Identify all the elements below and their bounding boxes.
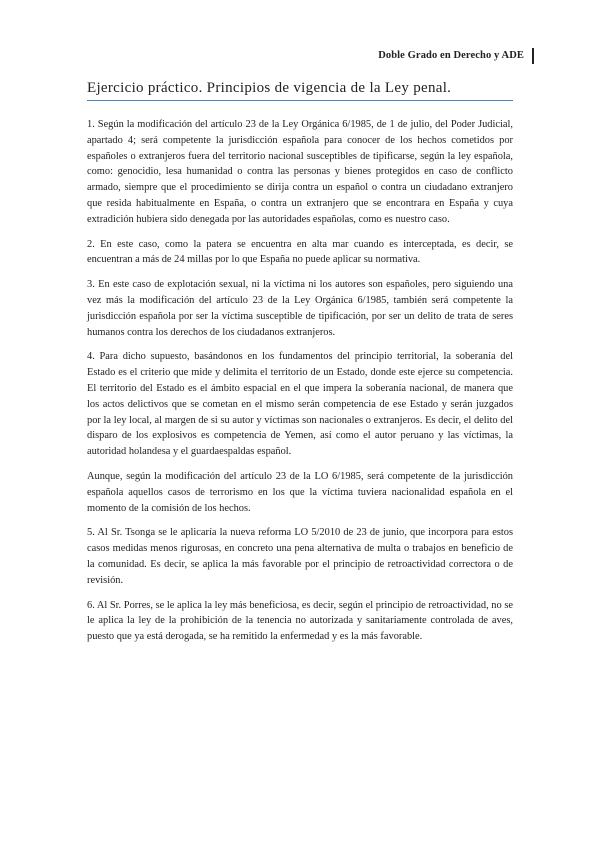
page-header: Doble Grado en Derecho y ADE [378, 50, 524, 61]
document-body [87, 117, 513, 654]
paragraph-4-continuation: Aunque, según la modificación del artículo 23 de la LO 6/1985, será competente de la jurisdicción española aquellos casos de terrorismo en los que la víctima tuviera nacionalidad española en el momento de la comisión de los hechos. [87, 470, 513, 514]
paragraph-2: 2. En este caso, como la patera se encuentra en alta mar cuando es interceptada, es decir, se encuentran a más de 24 millas por lo que España no puede aplicar su normativa. [87, 238, 513, 266]
document-title: Ejercicio práctico. Principios de vigencia de la Ley penal. [87, 80, 452, 96]
header-divider [532, 48, 534, 64]
paragraph-5: 5. Al Sr. Tsonga se le aplicaría la nueva reforma LO 5/2010 de 23 de junio, que incorpora para estos casos medidas menos rigurosas, en concreto una pena alternativa de multa o trabajos en beneficio de la comunidad. Es decir, se aplica la más favorable por el principio de retroactividad correctora o de revisión. [87, 527, 513, 586]
paragraph-3: 3. En este caso de explotación sexual, ni la víctima ni los autores son españoles, pero siguiendo una vez más la modificación del artículo 23 de la Ley Orgánica 6/1985, también será competente la jurisdicción española por ser la víctima susceptible de tipificación, por ser un delito de trata de seres humanos contra los derechos de los ciudadanos extranjeros. [87, 279, 513, 338]
paragraph-6: 6. Al Sr. Porres, se le aplica la ley más beneficiosa, es decir, según el principio de retroactividad, no se le aplica la ley de la prohibición de la tenencia no autorizada y sanitariamente controlada de aves, puesto que ya está derogada, se ha remitido la enfermedad y es la más favorable. [87, 599, 513, 643]
paragraph-4: 4. Para dicho supuesto, basándonos en los fundamentos del principio territorial, la soberanía del Estado es el criterio que mide y delimita el territorio de un Estado, donde este ejerce su competencia. El territorio del Estado es el ámbito espacial en el que impera la soberanía nacional, de manera que los actos delictivos que se cometan en el mismo serán competencia de ese Estado y serán juzgados por la ley local, al margen de si su autor y víctimas son nacionales o extranjeros. Es decir, el delito del disparo de los explosivos es competencia de Yemen, así como el autor peruano y las víctimas, la autoridad holandesa y el guardaespaldas español. [87, 351, 513, 458]
title-underline [87, 100, 513, 101]
paragraph-1: 1. Según la modificación del artículo 23 de la Ley Orgánica 6/1985, de 1 de julio, del Poder Judicial, apartado 4; será competente la jurisdicción española para conocer de los hechos cometidos por españoles o extranjeros fuera del territorio nacional susceptibles de tipificarse, según la ley española, como: genocidio, lesa humanidad o contra las personas y bienes protegidos en caso de conflicto armado, siempre que el procedimiento se dirija contra un español o contra un ciudadano extranjero que resida habitualmente en España, o contra un extranjero que se encontrara en España y cuya extradición hubiera sido denegada por las autoridades españolas, como es nuestro caso. [87, 119, 513, 225]
